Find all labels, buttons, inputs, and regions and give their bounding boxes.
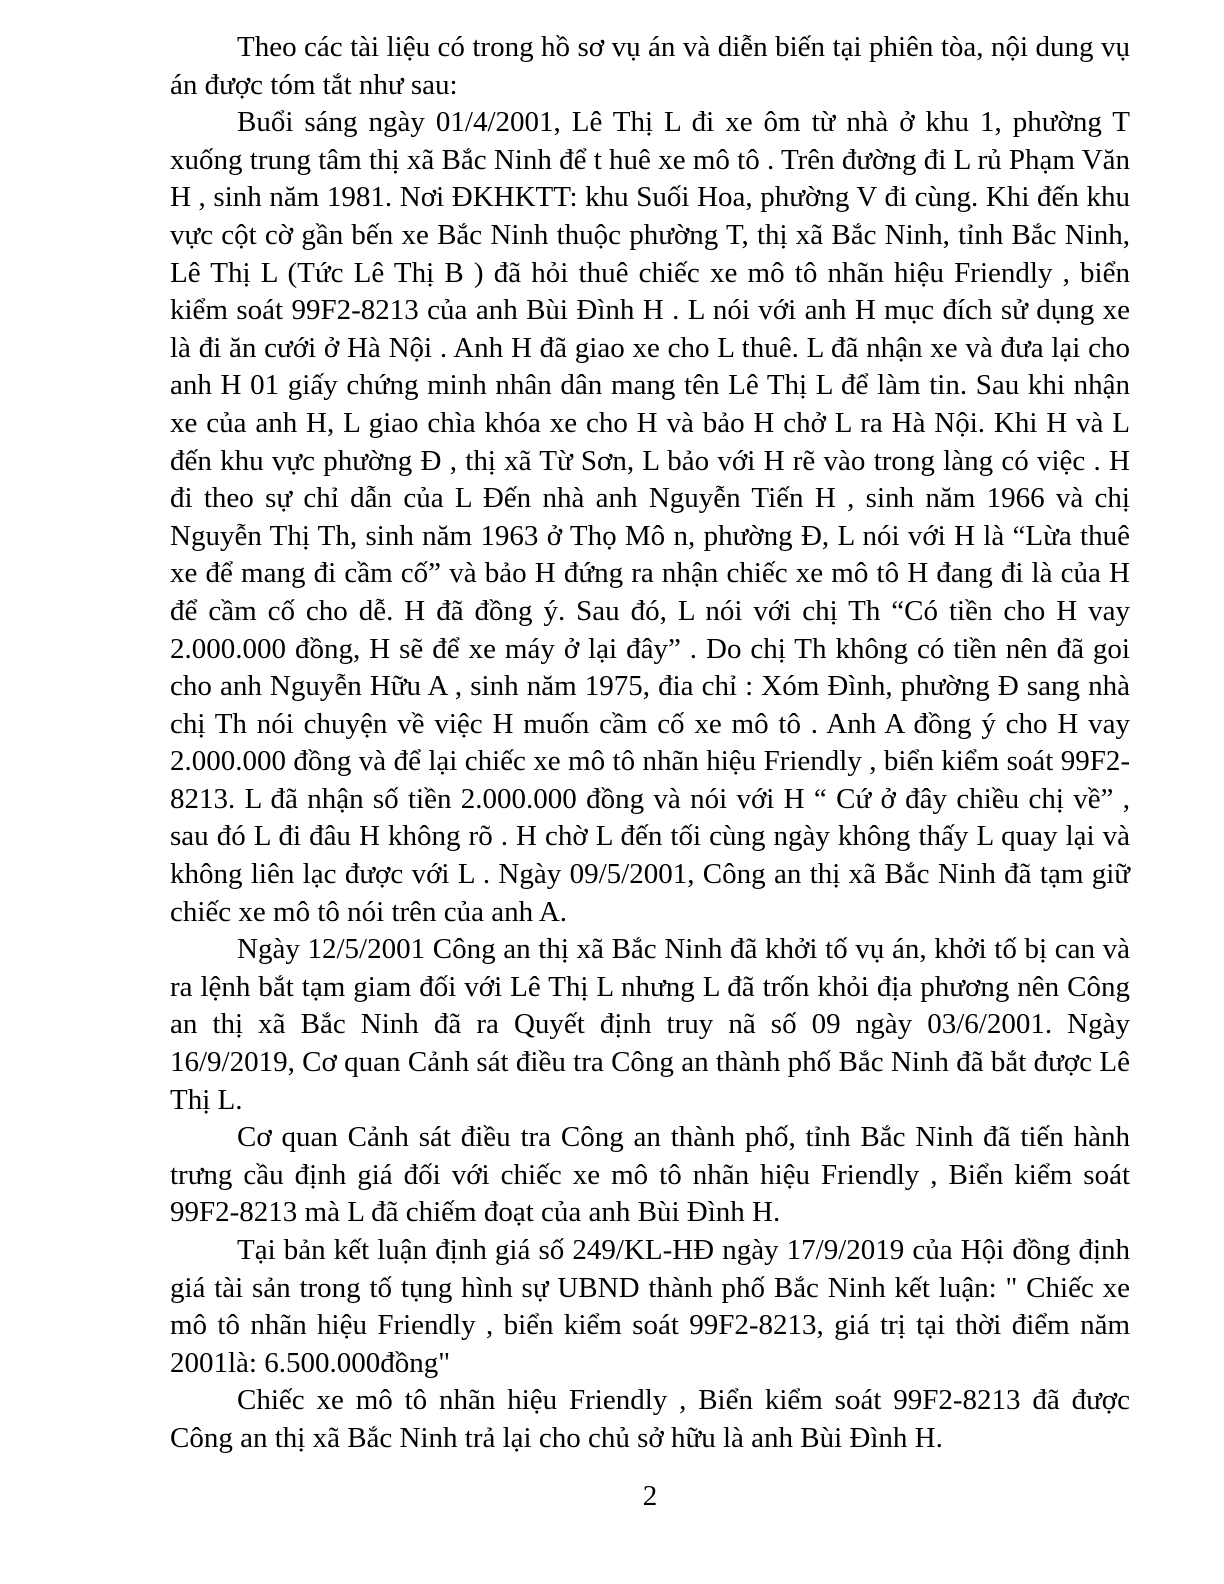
paragraph-valuation-request: Cơ quan Cảnh sát điều tra Công an thành phố, tỉnh Bắc Ninh đã tiến hành trưng cầu định giá đối với chiếc xe mô tô nhãn hiệu Friendly , Biển kiểm soát 99F2-8213 mà L đã chiếm đoạt của anh Bùi Đình H. (170, 1121, 1130, 1229)
paragraph-vehicle-return: Chiếc xe mô tô nhãn hiệu Friendly , Biển kiểm soát 99F2-8213 đã được Công an thị xã Bắc Ninh trả lại cho chủ sở hữu là anh Bùi Đình H. (170, 1384, 1130, 1454)
document-body (170, 29, 1130, 1458)
paragraph-intro: Theo các tài liệu có trong hồ sơ vụ án và diễn biến tại phiên tòa, nội dung vụ án được tóm tắt như sau: (170, 31, 1130, 101)
page-number: 2 (642, 1480, 658, 1512)
paragraph-valuation-conclusion: Tại bản kết luận định giá số 249/KL-HĐ ngày 17/9/2019 của Hội đồng định giá tài sản trong tố tụng hình sự UBND thành phố Bắc Ninh kết luận: " Chiếc xe mô tô nhãn hiệu Friendly , biển kiểm soát 99F2-8213, giá trị tại thời điểm năm 2001là: 6.500.000đồng" (170, 1234, 1130, 1379)
paragraph-prosecution: Ngày 12/5/2001 Công an thị xã Bắc Ninh đã khởi tố vụ án, khởi tố bị can và ra lệnh bắt tạm giam đối với Lê Thị L nhưng L đã trốn khỏi địa phương nên Công an thị xã Bắc Ninh đã ra Quyết định truy nã số 09 ngày 03/6/2001. Ngày 16/9/2019, Cơ quan Cảnh sát điều tra Công an thành phố Bắc Ninh đã bắt được Lê Thị L. (170, 933, 1130, 1116)
paragraph-case-facts: Buổi sáng ngày 01/4/2001, Lê Thị L đi xe ôm từ nhà ở khu 1, phường T xuống trung tâm thị xã Bắc Ninh để t huê xe mô tô . Trên đường đi L rủ Phạm Văn H , sinh năm 1981. Nơi ĐKHKTT: khu Suối Hoa, phường V đi cùng. Khi đến khu vực cột cờ gần bến xe Bắc Ninh thuộc phường T, thị xã Bắc Ninh, tỉnh Bắc Ninh, Lê Thị L (Tức Lê Thị B ) đã hỏi thuê chiếc xe mô tô nhãn hiệu Friendly , biển kiểm soát 99F2-8213 của anh Bùi Đình H . L nói với anh H mục đích sử dụng xe là đi ăn cưới ở Hà Nội . Anh H đã giao xe cho L thuê. L đã nhận xe và đưa lại cho anh H 01 giấy chứng minh nhân dân mang tên Lê Thị L để làm tin. Sau khi nhận xe của anh H, L giao chìa khóa xe cho H và bảo H chở L ra Hà Nội. Khi H và L đến khu vực phường Đ , thị xã Từ Sơn, L bảo với H rẽ vào trong làng có việc . H đi theo sự chỉ dẫn của L Đến nhà anh Nguyễn Tiến H , sinh năm 1966 và chị Nguyễn Thị Th, sinh năm 1963 ở Thọ Mô n, phường Đ, L nói với H là “Lừa thuê xe để mang đi cầm cố” và bảo H đứng ra nhận chiếc xe mô tô H đang đi là của H để cầm cố cho dễ. H đã đồng ý. Sau đó, L nói với chị Th “Có tiền cho H vay 2.000.000 đồng, H sẽ để xe máy ở lại đây” . Do chị Th không có tiền nên đã goi cho anh Nguyễn Hữu A , sinh năm 1975, đia chỉ : Xóm Đình, phường Đ sang nhà chị Th nói chuyện về việc H muốn cầm cố xe mô tô . Anh A đồng ý cho H vay 2.000.000 đồng và để lại chiếc xe mô tô nhãn hiệu Friendly , biển kiểm soát 99F2-8213. L đã nhận số tiền 2.000.000 đồng và nói với H “ Cứ ở đây chiều chị về” , sau đó L đi đâu H không rõ . H chờ L đến tối cùng ngày không thấy L quay lại và không liên lạc được với L . Ngày 09/5/2001, Công an thị xã Bắc Ninh đã tạm giữ chiếc xe mô tô nói trên của anh A. (170, 106, 1130, 928)
